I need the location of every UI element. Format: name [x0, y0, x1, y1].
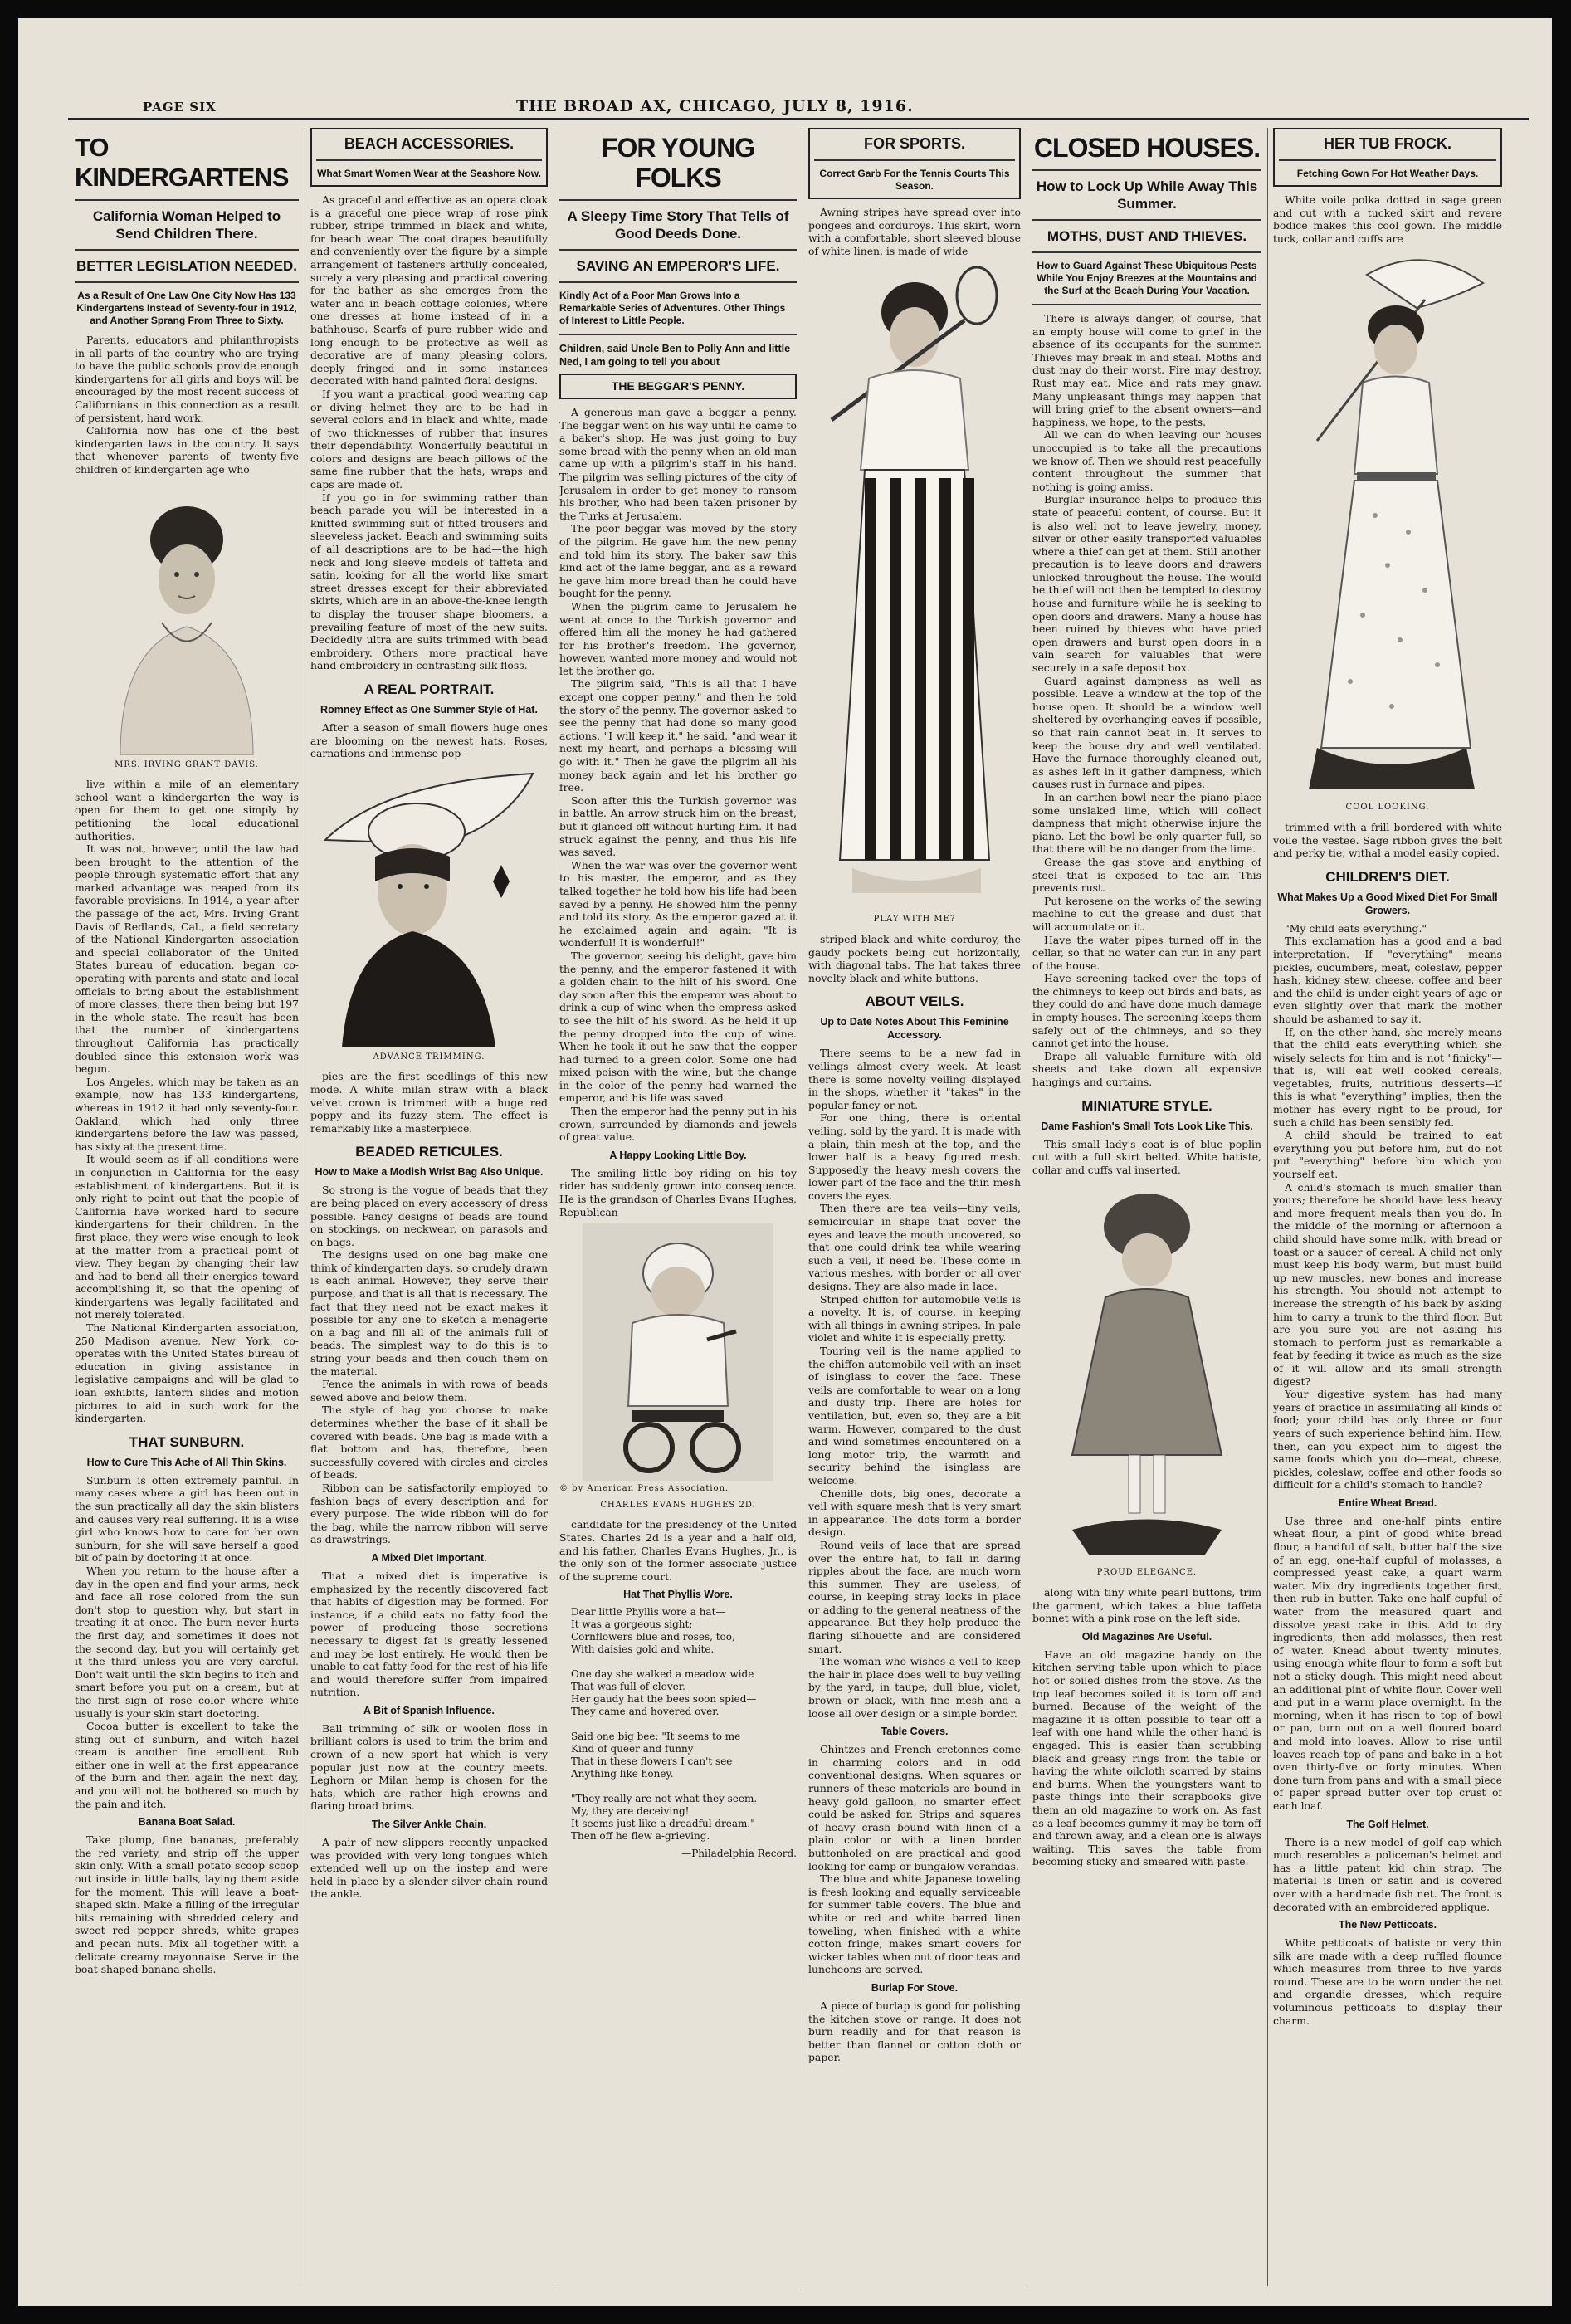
photo-caption: CHARLES EVANS HUGHES 2D.	[600, 1500, 756, 1510]
intro-line: Children, said Uncle Ben to Polly Ann and little Ned, I am going to tell you about	[559, 343, 791, 368]
column-sports	[808, 128, 1021, 2294]
section-heading-ankle-chain: The Silver Ankle Chain.	[371, 1819, 487, 1831]
article-paragraph: This exclamation has a good and a bad interpretation. If "everything" means pickles, cucumbers, meat, coleslaw, pepper hash, kidney stew, cheese, coffee and beer and the child is under eight years of age or even slightly over that mark the mother should be ashamed to say it.	[1273, 935, 1502, 1025]
section-heading-portrait: A REAL PORTRAIT.	[363, 681, 495, 697]
article-paragraph: When you return to the house after a day in the open and find your arms, neck and face all rose colored from the sun don't stop to question why, but start in treating it at once. The burn never hurts the first day, and sometimes it does not the second day, but you will certainly get it the third unless you are very careful. Don't wait until the skin begins to itch and smart before you put on a cream, but at the first sign of rose color where white usually is your skin start doctoring.	[75, 1564, 299, 1720]
boxed-heading-sports	[808, 128, 1021, 199]
article-paragraph: So strong is the vogue of beads that they are being placed on every accessory of dress possible. Fancy designs of beads are found on stockings, on neckwear, on parasols and on bags.	[310, 1184, 548, 1248]
deck-kindergartens: California Woman Helped to Send Children There.	[92, 208, 281, 242]
article-paragraph: A pair of new slippers recently unpacked was provided with very long tongues which extended well up on the instep and were held in place by a slender silver chain round the ankle.	[310, 1836, 548, 1901]
poem-line: Dear little Phyllis wore a hat—	[571, 1606, 726, 1618]
poem-line: With daisies gold and white.	[571, 1643, 715, 1656]
article-paragraph: Chenille dots, big ones, decorate a veil with square mesh that is very smart in appearance. The dots form a border design.	[808, 1487, 1021, 1539]
deck-sleepy-time: A Sleepy Time Story That Tells of Good Deeds Done.	[567, 208, 789, 242]
poem-line	[571, 1718, 797, 1731]
deck-moths: MOTHS, DUST AND THIEVES.	[1047, 228, 1247, 244]
article-paragraph: The designs used on one bag make one think of kindergarten days, so crudely drawn is each animal. However, they serve their purpose, and that is all that is necessary. The fact that they need not be exact makes it possible for any one to sketch a menagerie on a bag and fill all of the animals full of beads. The simplest way to do this is to string your beads and then couch them on the material.	[310, 1248, 548, 1378]
divider	[1032, 219, 1261, 221]
article-paragraph: pies are the first seedlings of this new mode. A white milan straw with a black velvet crown is trimmed with a huge red poppy and its fuzzy stem. The effect is remarkably like a masterpiece.	[310, 1070, 548, 1135]
poem-line: My, they are deceiving!	[571, 1805, 690, 1818]
article-paragraph: Fence the animals in with rows of beads sewed above and below them.	[310, 1378, 548, 1404]
poem-line	[571, 1656, 797, 1668]
divider	[1279, 159, 1496, 161]
poem-line: Said one big bee: "It seems to me	[571, 1731, 741, 1743]
deck-lock-up: How to Lock Up While Away This Summer.	[1036, 178, 1258, 212]
boxed-heading-beach	[310, 128, 548, 187]
article-paragraph: live within a mile of an elementary school want a kindergarten the way is open for them to get one simply by petitioning the local educational authorities.	[75, 778, 299, 842]
poem-line: Anything like honey.	[571, 1768, 674, 1780]
article-paragraph: Drape all valuable furniture with old sheets and take down all expensive hangings and curtains.	[1032, 1049, 1261, 1089]
poem-line: "They really are not what they seem.	[571, 1793, 758, 1805]
photo-caption: PLAY WITH ME?	[873, 915, 956, 925]
article-paragraph: Then there are tea veils—tiny veils, semicircular in shape that cover the eyes and leave the mouth uncovered, so that one could drink tea while wearing such a veil, if need be. These come in various meshes, with border or all over designs. They are also made in lace.	[808, 1202, 1021, 1293]
article-paragraph: The blue and white Japanese toweling is fresh looking and equally serviceable for summer table covers. The blue and white or red and white barred linen toweling, when finished with a white cotton fringe, makes smart covers for wicker tables when out of door teas and luncheons are served.	[808, 1872, 1021, 1976]
article-paragraph: White petticoats of batiste or very thin silk are made with a deep ruffled flounce which measures from three to five yards round. These are to be worn under the net and organdie dresses, which require voluminous petticoats to display their charm.	[1273, 1936, 1502, 2027]
box-title: THE BEGGAR'S PENNY.	[611, 379, 745, 393]
poem-line: It was a gorgeous sight;	[571, 1618, 693, 1631]
poem-line	[571, 1780, 797, 1793]
photo-credit: © by American Press Association.	[559, 1484, 729, 1494]
photo-caption: PROUD ELEGANCE.	[1096, 1568, 1198, 1578]
section-deck: Dame Fashion's Small Tots Look Like This.	[1041, 1120, 1253, 1132]
section-deck: Romney Effect as One Summer Style of Hat.	[320, 703, 538, 715]
article-paragraph: The pilgrim said, "This is all that I have except one copper penny," and then he told the story of the penny. The governor asked to see the penny that had done so many good actions. "I will keep it," he said, "and wear it next my heart, and perhaps a blessing will go with it." Then he gave the pilgrim all his money back again and let his brother go free.	[559, 677, 797, 794]
boxed-heading-beggars-penny	[559, 374, 797, 399]
article-paragraph: striped black and white corduroy, the gaudy pockets being cut horizontally, with diagonal tabs. The hat takes three novelty black and white buttons.	[808, 932, 1021, 984]
divider	[559, 199, 797, 201]
article-paragraph: There is a new model of golf cap which much resembles a policeman's helmet and has a little patent kid chin strap. The material is linen or satin and is covered over with a handmade fish net. The front is decorated with an embroidered applique.	[1273, 1835, 1502, 1913]
article-paragraph: The governor, seeing his delight, gave him the penny, and the emperor fastened it with a golden chain to the hilt of his sword. One day soon after this the emperor was about to drink a cup of wine when the empress asked to see the hilt of his sword. As he held it up the penny dropped into the cup of wine. When he took it out he saw that the copper had turned to a green color. Some one had mixed poison with the wine, but the change in the color of the penny had warned the emperor, and his life was saved.	[559, 949, 797, 1105]
section-heading-mixed-diet: A Mixed Diet Important.	[371, 1551, 487, 1564]
headline-young-folks: FOR YOUNG FOLKS	[601, 133, 755, 193]
article-paragraph: along with tiny white pearl buttons, trim the garment, which takes a blue taffeta bonnet with a pink rose on the left side.	[1032, 1586, 1261, 1625]
column-beach-accessories	[310, 128, 548, 2294]
deck-legislation: BETTER LEGISLATION NEEDED.	[76, 258, 298, 274]
section-heading-reticules: BEADED RETICULES.	[355, 1144, 503, 1160]
poem-line: Cornflowers blue and roses, too,	[571, 1631, 735, 1643]
article-paragraph: Ball trimming of silk or woolen floss in brilliant colors is used to trim the brim and crown of a new sport hat which is very popular just now at the country meets. Leghorn or Milan hemp is chosen for the hats, which are rather high crowns and flaring broad brims.	[310, 1721, 548, 1813]
box-title: FOR SPORTS.	[863, 135, 965, 152]
article-paragraph: Grease the gas stove and anything of steel that is exposed to the air. This prevents rust.	[1032, 855, 1261, 895]
boxed-heading-tub-frock	[1273, 128, 1502, 187]
headline-kindergartens: TO KINDERGARTENS	[75, 133, 289, 192]
top-rule	[68, 118, 1529, 120]
article-paragraph: The smiling little boy riding on his toy rider has suddenly grown into consequence. He is the grandson of Charles Evans Hughes, Republican	[559, 1166, 797, 1218]
poem-line: They came and hovered over.	[571, 1706, 720, 1718]
box-subtitle: Fetching Gown For Hot Weather Days.	[1296, 168, 1479, 179]
article-paragraph: The poor beggar was moved by the story of the pilgrim. He gave him the new penny and told him its story. The baker saw this kind act of the lame beggar, and as a reward he gave him more bread than he could have bought for the penny.	[559, 522, 797, 600]
masthead	[18, 18, 1552, 116]
article-paragraph: Put kerosene on the works of the sewing machine to cut the grease and dust that will accumulate on it.	[1032, 894, 1261, 933]
article-paragraph: Round veils of lace that are spread over the entire hat, to fall in daring ripples about the face, are much worn this summer. They are useless, of course, in keeping stray locks in place or adding to the general neatness of the appearance. But they help produce the flaring silhouette and are considered smart.	[808, 1538, 1021, 1655]
newspaper-page	[18, 18, 1552, 2306]
article-paragraph: Burglar insurance helps to produce this state of peaceful content, of course. But it is also well not to leave jewelry, money, silver or other easily transported valuables where a thief can get at them. Still another precaution is to leave doors and drawers unlocked throughout the house. The would be thief will not then be tempted to destroy house and furniture while he is seeking to open doors and drawers. Many a house has been ruined by thieves who have pried open drawers and burst open doors in a vain search for valuables that were securely in a safe deposit box.	[1032, 493, 1261, 675]
photo-caption: ADVANCE TRIMMING.	[373, 1052, 485, 1062]
poem-line: Then off he flew a-grieving.	[571, 1830, 710, 1843]
photo-caption: COOL LOOKING.	[1345, 803, 1430, 813]
divider	[1032, 304, 1261, 305]
article-paragraph: For one thing, there is oriental veiling, sold by the yard. It is made with a plain, thin mesh at the top, and the lower half is a heavy figured mesh. Supposedly the heavy mesh covers the lower part of the face and the thin mesh covers the eyes.	[808, 1111, 1021, 1202]
section-heading-table-covers: Table Covers.	[881, 1726, 949, 1738]
article-paragraph: Soon after this the Turkish governor was in battle. An arrow struck him on the breast, but it glanced off without hurting him. It had struck against the penny, and thus his life was saved.	[559, 793, 797, 859]
box-subtitle: Correct Garb For the Tennis Courts This Season.	[819, 168, 1010, 192]
article-paragraph: There is always danger, of course, that an empty house will come to grief in the absence of its occupants for the summer. Thieves may break in and steal. Moths and dust may do their worst. Fire may destroy. Rust may eat. Mice and rats may gnaw. Many unpleasant things may happen that will bring grief to the absent owners—and happiness, we hope, to the pests.	[1032, 312, 1261, 428]
divider	[75, 281, 299, 283]
article-paragraph: Have the water pipes turned off in the cellar, so that no water can run in any part of the house.	[1032, 933, 1261, 972]
divider	[1032, 251, 1261, 253]
article-paragraph: Striped chiffon for automobile veils is a novelty. It is, of course, in keeping with all things in awning stripes. In pale violet and white it is especially pretty.	[808, 1292, 1021, 1345]
photo-caption: MRS. IRVING GRANT DAVIS.	[115, 759, 259, 769]
article-paragraph: A child should be trained to eat everything you put before him, but do not put "everything" before him which you yourself eat.	[1273, 1129, 1502, 1181]
section-heading-poem: Hat That Phyllis Wore.	[623, 1589, 733, 1601]
article-paragraph: A piece of burlap is good for polishing the kitchen stove or range. It does not burn readily and for that reason is better than flannel or cotton cloth or paper.	[808, 1999, 1021, 2064]
section-heading-wheat-bread: Entire Wheat Bread.	[1338, 1496, 1437, 1509]
article-paragraph: Take plump, fine bananas, preferably the red variety, and strip off the upper skin only. With a small potato scoop scoop out inside in little balls, laying them aside for the moment. This will leave a boat-shaped skin. Make a filling of the irregular bits remaining with shredded celery and sweet red pepper shreds, white grapes and pecan nuts. Mix all together with a delicate creamy mayonnaise. Serve in the boat shaped banana shells.	[75, 1833, 299, 1976]
section-heading-petticoats: The New Petticoats.	[1338, 1919, 1437, 1931]
poem-line: Kind of queer and funny	[571, 1743, 694, 1755]
box-title: HER TUB FROCK.	[1324, 135, 1451, 152]
tub-frock-photo	[1284, 250, 1491, 798]
section-heading-golf-helmet: The Golf Helmet.	[1346, 1818, 1429, 1830]
article-paragraph: Guard against dampness as well as possible. Leave a window at the top of the house open. It should be a window well sheltered by overhanging eaves if possible, so that rain cannot beat in. It serves to keep the house dry and well ventilated. Have the furnace thoroughly cleaned out, as ashes left in it gather dampness, which causes rust in furnace and pipes.	[1032, 674, 1261, 791]
article-paragraph: Have screening tacked over the tops of the chimneys to keep out birds and bats, as they could do and have done much damage in empty houses. The screening keeps them safely out of the chimneys, and so they cannot get into the house.	[1032, 972, 1261, 1050]
article-paragraph: Parents, educators and philanthropists in all parts of the country who are trying to have the public schools provide enough kindergartens for all girls and boys will be encouraged by the most recent success of Californians in this connection as a result of persistent, hard work.	[75, 334, 299, 424]
article-paragraph: If, on the other hand, she merely means that the child eats everything which she wisely selects for him and is not "finicky"—that is, will eat well cooked cereals, vegetables, fruits, nutritious desserts—if this is what "everything" implies, then the mother has every right to be proud, for such a child has been sensibly fed.	[1273, 1025, 1502, 1129]
article-paragraph: When the war was over the governor went to his master, the emperor, and as they talked together he told how his life had been saved by a penny. He showed him the penny and told its story. As the emperor gazed at it he exclaimed again and again: "It is wonderful! It is wonderful!"	[559, 858, 797, 950]
article-paragraph: The woman who wishes a veil to keep the hair in place does well to buy veiling by the yard, in taupe, dull blue, violet, brown or black, with fine mesh and a loose all over design or a simple border.	[808, 1655, 1021, 1720]
article-paragraph: In an earthen bowl near the piano place some unslaked lime, which will collect dampness that might otherwise injure the piano. Let the bowl be only quarter full, so that there will be no danger from the lime.	[1032, 790, 1261, 856]
poem-line: Her gaudy hat the bees soon spied—	[571, 1693, 757, 1706]
section-deck: How to Make a Modish Wrist Bag Also Unique.	[315, 1166, 544, 1179]
divider	[75, 199, 299, 201]
section-heading-salad: Banana Boat Salad.	[138, 1816, 236, 1828]
article-paragraph: If you go in for swimming rather than beach parade you will be interested in a knitted swimming suit of fitted trousers and sleeveless jacket. Beach and swimming suits of all descriptions are to be had—the high neck and long sleeve models of taffeta and satin, looking for all the world like smart street dresses except for their abbreviated skirts, which are in an above-the-knee length to display the trouser shape bloomers, a prevailing feature of most of the new suits. Decidedly ultra are suits trimmed with bead embroidery. Others more practical have hand embroidery in contrasting silk floss.	[310, 491, 548, 672]
article-paragraph: This small lady's coat is of blue poplin cut with a full skirt belted. White batiste, collar and cuffs val inserted,	[1032, 1137, 1261, 1176]
section-deck: Up to Date Notes About This Feminine Accessory.	[820, 1016, 1009, 1042]
article-paragraph: Have an old magazine handy on the kitchen serving table upon which to place hot or soiled dishes from the stove. As the top leaf becomes soiled it is torn off and burned. Because of the weight of the magazine it is often possible to tear off a leaf with one hand while the other hand is engaged. This is easier than scrubbing black and greasy rings from the table or having the white oilcloth scarred by stains and burns. When the youngsters want to paste things into their scrapbooks give them an old magazine to work on. As fast as a leaf becomes gummy it may be torn off and thrown away, and a clean one is always waiting. This saves the table from becoming sticky and smeared with paste.	[1032, 1648, 1261, 1868]
child-coat-photo	[1056, 1181, 1238, 1563]
section-heading-childrens-diet: CHILDREN'S DIET.	[1325, 868, 1450, 885]
section-deck: What Makes Up a Good Mixed Diet For Small Growers.	[1277, 891, 1498, 916]
column-young-folks	[559, 128, 797, 2294]
divider	[1032, 169, 1261, 171]
divider	[75, 249, 299, 251]
column-rule	[1267, 128, 1268, 2286]
article-paragraph: Awning stripes have spread over into pongees and corduroys. This skirt, worn with a comfortable, short sleeved blouse of white linen, is made of wide	[808, 206, 1021, 257]
section-heading-sunburn: THAT SUNBURN.	[129, 1433, 245, 1450]
poem-source: —Philadelphia Record.	[681, 1848, 797, 1860]
advance-trimming-hat-photo	[317, 765, 541, 1047]
poem-line: It seems just like a dreadful dream."	[571, 1818, 755, 1830]
article-paragraph: The style of bag you choose to make determines whether the base of it shall be covered with beads. One bag is made with a flat bottom and has, therefore, been successfully covered with circles and circles of beads.	[310, 1404, 548, 1482]
article-paragraph: It was not, however, until the law had been brought to the attention of the people through systematic effort that any marked advantage was reaped from its favorable provisions. In 1914, a year after the passage of the act, Mrs. Irving Grant Davis of Redlands, Cal., a field secretary of the National Kindergarten association and special collaborator of the United States bureau of education, began co-operating with parents and state and local officials to bring about the establishment of more classes, there then being but 197 in the whole state. The result has been that the number of kindergartens throughout California has practically doubled since this extension work was begun.	[75, 842, 299, 1076]
article-paragraph: Los Angeles, which may be taken as an example, now has 133 kindergartens, whereas in 1912 it had only seventy-four. Oakland, which had only three kindergartens before the law was passed, has sixty at the present time.	[75, 1075, 299, 1153]
article-paragraph: As graceful and effective as an opera cloak is a graceful one piece wrap of rose pink rubber, stripe trimmed in black and white, for beach wear. The coat drapes beautifully and conveniently over the figure by a simple arrangement of fasteners artfully concealed, surely a very pleasing and practical covering for the bather as she emerges from the water and in beach cottage colonies, where one dresses at home instead of in a bathhouse. Scarfs of pure rubber wide and long enough to be protective as well as decorative are of many pleasing colors, deeply fringed and in some instances decorated with hand painted floral designs.	[310, 193, 548, 388]
article-paragraph: Then the emperor had the penny put in his crown, surrounded by diamonds and jewels of great value.	[559, 1105, 797, 1144]
poem-line: One day she walked a meadow wide	[571, 1668, 754, 1681]
column-kindergartens	[75, 128, 299, 2294]
article-paragraph: trimmed with a frill bordered with white voile the vestee. Sage ribbon gives the belt and perky tie, withal a model easily copied.	[1273, 820, 1502, 860]
portrait-mrs-davis-photo	[104, 481, 270, 755]
article-paragraph: Cocoa butter is excellent to take the sting out of sunburn, and witch hazel cream is another fine emollient. Rub either one in well at the first appearance of the burn and then again the next day, and you will not be bothered so much by the pain and itch.	[75, 1720, 299, 1810]
article-paragraph: Chintzes and French cretonnes come in charming colors and in odd conventional designs. When squares or runners of these materials are bound in heavy gold galloon, no smarter effect could be asked for. Strips and squares of heavy crash bound with linen of a plain color or with a linen border buttonholed on are practical and good looking for camp or bungalow verandas.	[808, 1743, 1021, 1872]
article-paragraph: Use three and one-half pints entire wheat flour, a pint of good white bread flour, a handful of salt, butter half the size of an egg, one-half cupful of molasses, a compressed yeast cake, a quart warm water. Mix dry ingredients together first, then rub in butter. Take one-half cupful of water from the measured quart and dissolve yeast cake in this. Add to dry ingredients, then add molasses, then rest of water. Knead about twenty minutes, using enough white flour to form a soft but not a sticky dough. This might need about an additional pint of white flour. Cover well and put in a warm place overnight. In the morning, when it has risen to top of bowl or pan, turn out on a well floured board and mold into loaves. Allow to rise until loaves reach top of pans and bake in a hot oven thirty-five or forty minutes. When done turn from pans and with a small piece of paper spread butter over top crust of each loaf.	[1273, 1514, 1502, 1812]
article-paragraph: Your digestive system has had many years of practice in assimilating all kinds of food; your child has only three or four years of such experience behind him. How, then, can you expect him to digest the same foods which you do—meat, cheese, pickles, coleslaw, coffee and other foods so difficult for a child's stomach to handle?	[1273, 1388, 1502, 1492]
article-paragraph: All we can do when leaving our houses unoccupied is to take all the precautions we know of. Then we should rest peacefully content throughout the summer that nothing is going amiss.	[1032, 428, 1261, 493]
column-tub-frock	[1273, 128, 1502, 2294]
article-paragraph: If you want a practical, good wearing cap or diving helmet they are to be had in several colors and in black and white, made of two thicknesses of rubber that insures their dependability. Wonderfully beautiful in colors and designs are beach pillows of the same fine rubber that the hats, wraps and caps are made of.	[310, 387, 548, 491]
article-paragraph: After a season of small flowers huge ones are blooming on the newest hats. Roses, carnations and immense pop-	[310, 720, 548, 760]
article-paragraph: candidate for the presidency of the United States. Charles 2d is a year and a half old, and his father, Charles Evans Hughes, Jr., is the only son of the former associate justice of the supreme court.	[559, 1518, 797, 1583]
section-heading-magazines: Old Magazines Are Useful.	[1081, 1630, 1212, 1643]
section-heading-miniature-style: MINIATURE STYLE.	[1081, 1097, 1212, 1114]
article-paragraph: When the pilgrim came to Jerusalem he went at once to the Turkish governor and offered him all the money he had gathered for his brother's freedom. The governor, however, wanted more money and would not let the brother go.	[559, 599, 797, 677]
page-number: PAGE SIX	[143, 100, 217, 115]
hughes-grandson-photo	[583, 1223, 773, 1481]
article-paragraph: That a mixed diet is imperative is emphasized by the recently discovered fact that habits of digestion may be formed. For instance, if a child eats no fatty food the power of producing those secretions necessary to digest fat is greatly lessened and may be lost entirely. He would then be unable to eat fatty food for the rest of his life and would therefore suffer from impaired nutrition.	[310, 1569, 548, 1699]
article-paragraph: Ribbon can be satisfactorily employed to fashion bags of every description and for every purpose. The wide ribbon will do for the bag, while the narrow ribbon will serve as drawstrings.	[310, 1481, 548, 1546]
divider	[559, 334, 797, 335]
divider	[559, 281, 797, 283]
section-heading-veils: ABOUT VEILS.	[865, 994, 964, 1010]
poem-line: That was full of clover.	[571, 1681, 685, 1693]
section-heading-happy-boy: A Happy Looking Little Boy.	[609, 1149, 747, 1161]
deck-result: As a Result of One Law One City Now Has 133 Kindergartens Instead of Seventy-four in 1912, and Another Sprang From Three to Sixty.	[76, 290, 297, 326]
box-subtitle: What Smart Women Wear at the Seashore Now.	[317, 168, 541, 179]
article-paragraph: It would seem as if all conditions were in conjunction in California for the easy establishment of kindergartens. But it is only right to point out that the people of California have worked hard to secure kindergartens for their children. In the first place, they were wise enough to look at the matter from a practical point of view. They began by changing their law and had to bend all their energies toward accomplishing it, so that the opening of kindergartens was legally facilitated and not merely tolerated.	[75, 1153, 299, 1321]
section-deck: How to Cure This Ache of All Thin Skins.	[86, 1456, 287, 1468]
article-paragraph: Sunburn is often extremely painful. In many cases where a girl has been out in the sun practically all day the skin blisters and causes very real suffering. It is a wise girl who knows how to care for her own sunburn, for she will save herself a good bit of pain by doctoring it at once.	[75, 1473, 299, 1565]
poem-line: That in these flowers I can't see	[571, 1755, 733, 1768]
article-paragraph: White voile polka dotted in sage green and cut with a tucked skirt and revere bodice makes this cool gown. The middle tuck, collar and cuffs are	[1273, 193, 1502, 245]
deck-guard: How to Guard Against These Ubiquitous Pests While You Enjoy Breezes at the Mountains and the Surf at the Beach During Your Vacation.	[1037, 260, 1257, 296]
section-heading-spanish: A Bit of Spanish Influence.	[363, 1704, 495, 1716]
headline-closed-houses: CLOSED HOUSES.	[1033, 133, 1261, 163]
divider	[814, 159, 1015, 161]
article-paragraph: There seems to be a new fad in veilings almost every week. At least there is some novelty veiling displayed in the shops, whether it "takes" in the popular fancy or not.	[808, 1047, 1021, 1111]
article-paragraph: A child's stomach is much smaller than yours; therefore he should have less heavy and more frequent meals than you do. In the middle of the morning or afternoon a child should have some milk, with bread or toast or a saucer of cereal. A child not only must keep his body warm, but must build up new muscles, new bones and increase his strength. You should not attempt to increase the strength of his back by asking him to carry a trunk to the third floor. But are you sure you are not asking his stomach to perform just as remarkable a feat by feeding it twice as much as the size of it will allow and its small strength digest?	[1273, 1180, 1502, 1388]
divider	[316, 159, 542, 161]
section-heading-burlap: Burlap For Stove.	[871, 1981, 959, 1994]
box-title: BEACH ACCESSORIES.	[344, 135, 515, 152]
article-paragraph: California now has one of the best kindergarten laws in the country. It says that whenever parents of twenty-five children of kindergarten age who	[75, 424, 299, 476]
article-paragraph: The National Kindergarten association, 250 Madison avenue, New York, co-operates with the United States bureau of education in giving assistance in legislative campaigns and will be glad to loan exhibits, lantern slides and motion pictures to aid in such work for the kindergarten.	[75, 1321, 299, 1425]
tennis-outfit-photo	[815, 262, 1014, 910]
article-paragraph: A generous man gave a beggar a penny. The beggar went on his way until he came to a baker's shop. He was just going to buy some bread with the penny when an old man came up with a pilgrim's staff in his hand. The pilgrim was selling pictures of the city of Jerusalem in order to get money to ransom his brother, who had been taken prisoner by the Turks at Jerusalem.	[559, 406, 797, 522]
article-paragraph: "My child eats everything."	[1285, 921, 1427, 935]
running-head: THE BROAD AX, CHICAGO, JULY 8, 1916.	[516, 97, 914, 115]
deck-emperor: SAVING AN EMPEROR'S LIFE.	[576, 258, 780, 274]
article-paragraph: Touring veil is the name applied to the chiffon automobile veil with an inset of isinglass to cover the face. These veils are comfortable to wear on a long and dusty trip. There are holes for ventilation, but, even so, they are a bit warm. However, compared to the dust and wind sometimes encountered on a long motor trip, the warmth and security behind the isinglass are welcome.	[808, 1345, 1021, 1487]
deck-kindly-act: Kindly Act of a Poor Man Grows Into a Remarkable Series of Adventures. Other Things of Interest to Little People.	[559, 290, 786, 326]
poem-phyllis	[571, 1606, 797, 1843]
divider	[559, 249, 797, 251]
column-closed-houses	[1032, 128, 1261, 2294]
